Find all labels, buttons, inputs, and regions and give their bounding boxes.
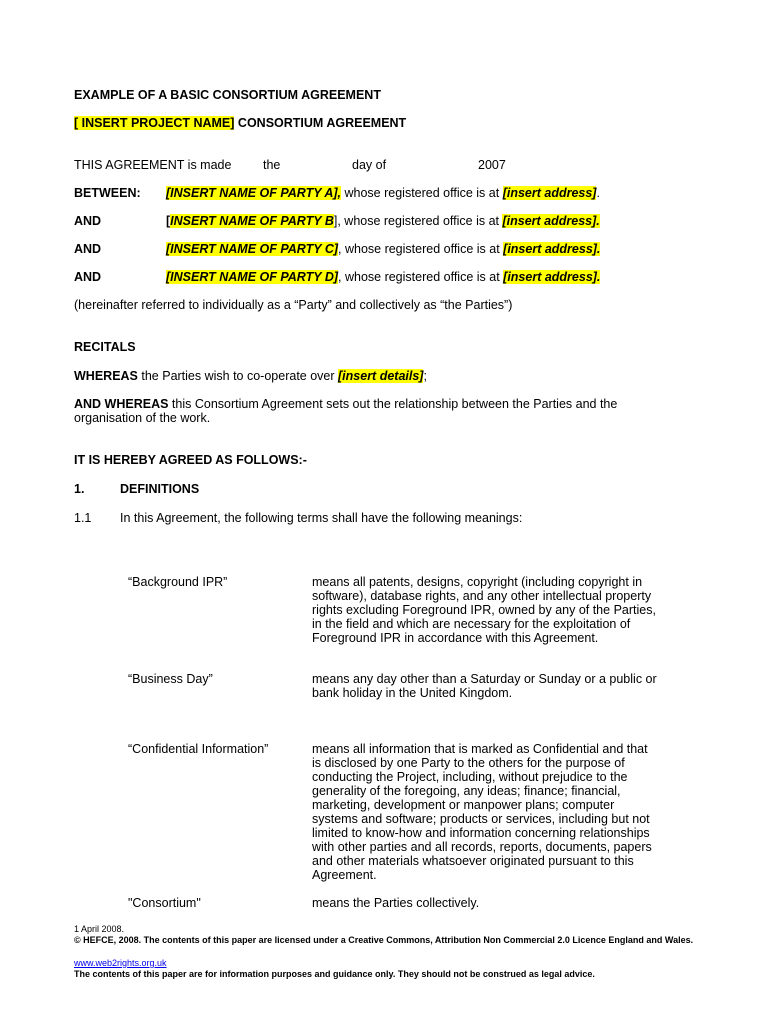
- party-line: [166, 186, 600, 200]
- definition-term: “Confidential Information”: [128, 742, 269, 756]
- definition-meaning: means any day other than a Saturday or Sunday or a public or bank holiday in the United Kingdom.: [312, 672, 657, 700]
- footer-date: 1 April 2008.: [74, 924, 125, 934]
- party-middle-text: , whose registered office is at: [338, 270, 504, 284]
- party-end: .: [596, 186, 600, 200]
- recitals-heading: RECITALS: [74, 340, 136, 354]
- party-name-placeholder: [INSERT NAME OF PARTY A],: [166, 186, 342, 200]
- party-bracket-open: [: [166, 214, 171, 228]
- definition-meaning: means the Parties collectively.: [312, 896, 480, 910]
- footer-url-line: [74, 958, 167, 969]
- whereas-end: ;: [423, 369, 427, 383]
- footer-disclaimer: The contents of this paper are for information purposes and guidance only. They should not be construed as legal advice.: [74, 969, 595, 979]
- party-label: AND: [74, 270, 102, 284]
- hereinafter-note: (hereinafter referred to individually as a “Party” and collectively as “the Parties”): [74, 298, 513, 312]
- party-middle-text: , whose registered office is at: [338, 242, 504, 256]
- whereas-lead: WHEREAS: [74, 369, 138, 383]
- agreed-heading: IT IS HEREBY AGREED AS FOLLOWS:-: [74, 453, 307, 467]
- and-whereas-recital: [74, 397, 644, 425]
- project-heading-suffix: CONSORTIUM AGREEMENT: [234, 116, 407, 130]
- party-label: BETWEEN:: [74, 186, 141, 200]
- definition-term: “Background IPR”: [128, 575, 228, 589]
- definition-meaning: means all patents, designs, copyright (including copyright in software), database rights, and any other intellectual property rights excluding Foreground IPR, owned by any of the Parties, in the field and which are necessary for the exploitation of Foreground IPR in accordance with this Agreement.: [312, 575, 656, 645]
- party-label: AND: [74, 242, 102, 256]
- party-address-placeholder: [insert address]: [502, 186, 597, 200]
- party-name-placeholder: INSERT NAME OF PARTY B: [170, 214, 334, 228]
- definition-term: "Consortium": [128, 896, 201, 910]
- party-line: [166, 242, 600, 256]
- section-heading: DEFINITIONS: [120, 482, 200, 496]
- insert-details-placeholder: [insert details]: [338, 369, 424, 383]
- and-whereas-lead: AND WHEREAS: [74, 397, 169, 411]
- definition-meaning: means all information that is marked as Confidential and that is disclosed by one Party to the others for the purpose of conducting the Project, including, without prejudice to the generality of the foregoing, any ideas; finance; financial, marketing, development or manpower plans; computer systems and software; products or services, including but not limited to know-how and information concerning relationships with other parties and all records, reports, documents, papers and other materials whatsoever originated pursuant to this Agreement.: [312, 742, 652, 882]
- agreement-made-the: the: [263, 158, 281, 172]
- and-whereas-text: this Consortium Agreement sets out the relationship between the Parties and the organisation of the work.: [74, 397, 618, 425]
- party-name-placeholder: [INSERT NAME OF PARTY C]: [166, 242, 339, 256]
- agreement-made-lead: THIS AGREEMENT is made: [74, 158, 232, 172]
- party-middle-text: , whose registered office is at: [337, 214, 503, 228]
- party-line: [166, 270, 600, 284]
- agreement-made-day-of: day of: [352, 158, 387, 172]
- clause-text: In this Agreement, the following terms shall have the following meanings:: [120, 511, 523, 525]
- project-name-placeholder: [ INSERT PROJECT NAME]: [74, 116, 235, 130]
- party-address-placeholder: [insert address].: [503, 270, 601, 284]
- party-middle-text: whose registered office is at: [341, 186, 503, 200]
- document-title: EXAMPLE OF A BASIC CONSORTIUM AGREEMENT: [74, 88, 381, 102]
- party-name-placeholder: [INSERT NAME OF PARTY D]: [166, 270, 339, 284]
- party-address-placeholder: [insert address].: [503, 242, 601, 256]
- clause-number: 1.1: [74, 511, 92, 525]
- party-address-placeholder: [insert address].: [502, 214, 600, 228]
- definition-term: “Business Day”: [128, 672, 213, 686]
- party-bracket-close: ]: [333, 214, 338, 228]
- whereas-recital: [74, 369, 427, 383]
- party-line: [166, 214, 600, 228]
- project-heading: [74, 116, 406, 130]
- whereas-text: the Parties wish to co-operate over: [137, 369, 339, 383]
- party-label: AND: [74, 214, 102, 228]
- footer-license: © HEFCE, 2008. The contents of this paper are licensed under a Creative Commons, Attribution Non Commercial 2.0 Licence England and Wales.: [74, 935, 694, 945]
- agreement-made-year: 2007: [478, 158, 506, 172]
- footer-url-link[interactable]: www.web2rights.org.uk: [74, 958, 167, 968]
- section-number: 1.: [74, 482, 85, 496]
